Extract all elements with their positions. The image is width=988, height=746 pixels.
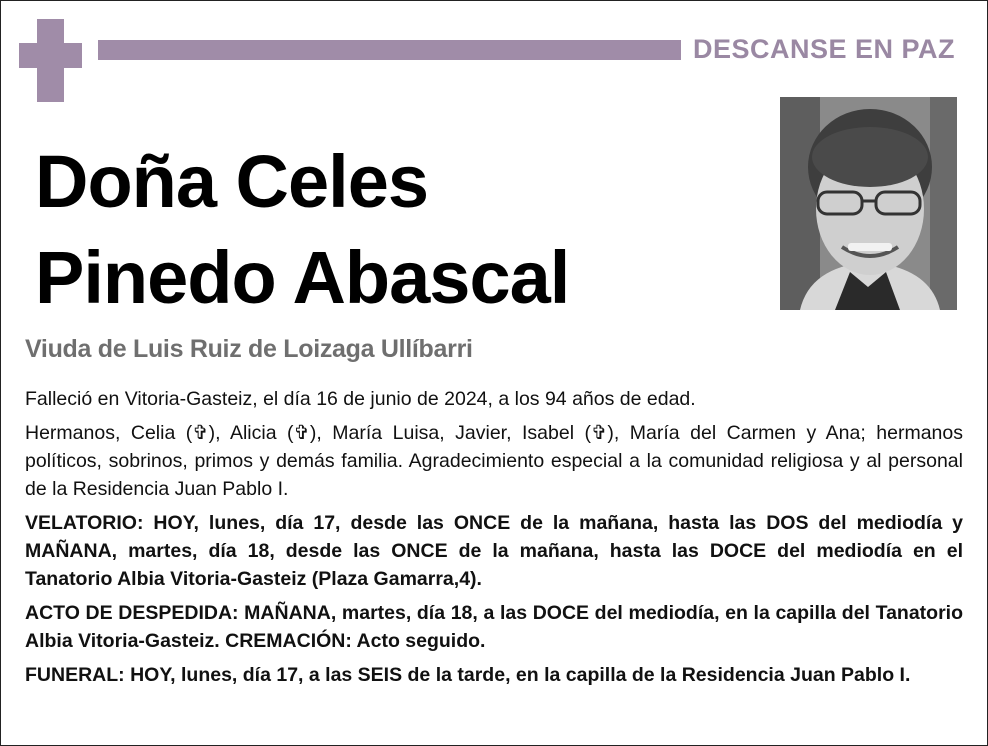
name-line-1: Doña Celes: [35, 140, 429, 223]
notice-body: [25, 385, 963, 695]
deceased-name: [35, 134, 755, 326]
portrait-photo: [780, 97, 957, 310]
velatorio-info: VELATORIO: HOY, lunes, día 17, desde las ONCE de la mañana, hasta las DOS del mediodía y MAÑANA, martes, día 18, desde las ONCE de la mañana, hasta las DOCE del mediodía en el Tanatorio Albia Vitoria-Gasteiz (Plaza Gamarra,4).: [25, 512, 963, 590]
family-list: Hermanos, Celia (✞), Alicia (✞), María Luisa, Javier, Isabel (✞), María del Carmen y Ana; hermanos políticos, sobrinos, primos y demás familia. Agradecimiento especial a la comunidad religiosa y al personal de la Residencia Juan Pablo I.: [25, 422, 963, 500]
header-divider: [98, 40, 681, 60]
cross-icon-bar: [19, 43, 82, 68]
despedida-info: ACTO DE DESPEDIDA: MAÑANA, martes, día 18, a las DOCE del mediodía, en la capilla del Tanatorio Albia Vitoria-Gasteiz. CREMACIÓN: Acto seguido.: [25, 602, 963, 652]
header-title: DESCANSE EN PAZ: [693, 34, 956, 64]
portrait-icon: [780, 97, 957, 310]
death-notice: Falleció en Vitoria-Gasteiz, el día 16 de junio de 2024, a los 94 años de edad.: [25, 388, 696, 410]
name-line-2: Pinedo Abascal: [35, 236, 570, 319]
subtitle-widow: Viuda de Luis Ruiz de Loizaga Ullíbarri: [25, 335, 473, 363]
funeral-info: FUNERAL: HOY, lunes, día 17, a las SEIS de la tarde, en la capilla de la Residencia Juan Pablo I.: [25, 664, 911, 686]
